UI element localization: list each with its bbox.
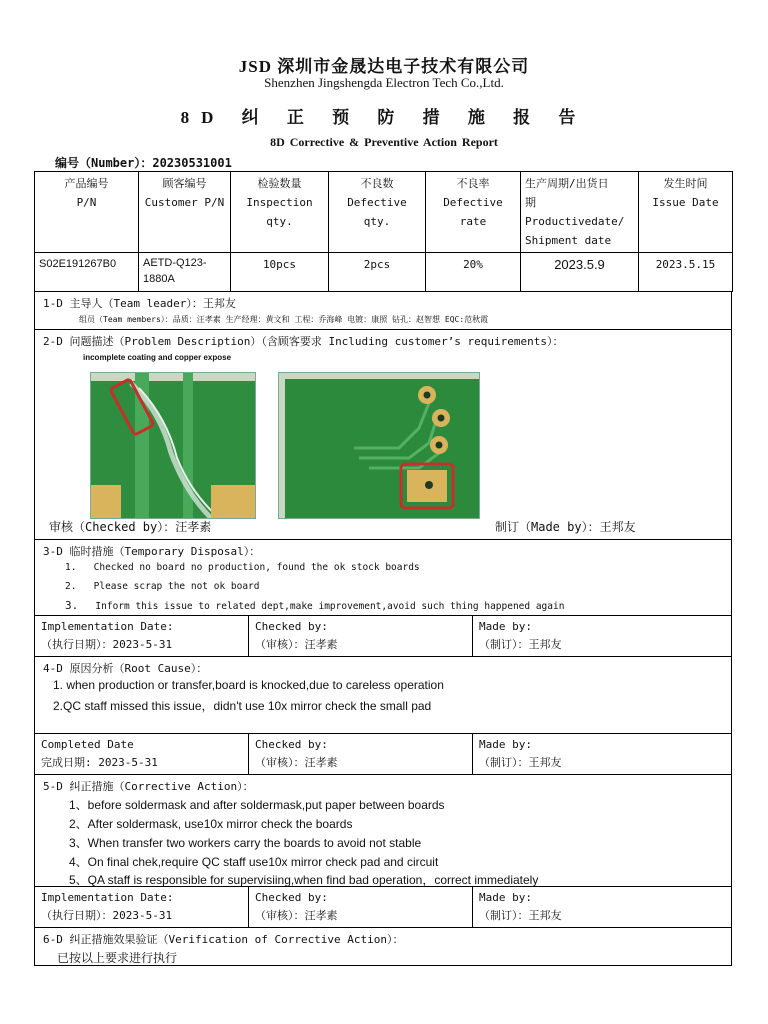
- temporary-item-3: 3. Inform this issue to related dept,make improvement,avoid such thing happened again: [65, 599, 565, 612]
- temporary-made-by: Made by: （制订）：王邦友: [479, 620, 562, 651]
- temporary-impl-date: Implementation Date: （执行日期）：2023-5-31: [35, 616, 249, 656]
- section-3d: [34, 540, 732, 616]
- corrective-action-5: 5、QA staff is responsible for supervisiing,when find bad operation，correct immediately: [69, 873, 539, 887]
- temporary-item-1: 1. Checked no board no production, found the ok stock boards: [65, 562, 420, 573]
- header-defective-qty: 不良数 Defective qty.: [329, 172, 426, 253]
- header-issue-date: 发生时间 Issue Date: [639, 172, 733, 253]
- root-cause-made-by: Made by: （制订）：王邦友: [479, 738, 562, 769]
- section-4d: [34, 657, 732, 734]
- root-cause-checked-by: Checked by: （审核）：汪孝素: [249, 734, 473, 774]
- verification-text: 已按以上要求进行执行: [57, 951, 178, 965]
- section-1d: [34, 292, 732, 330]
- root-cause-2: 2.QC staff missed this issue，didn't use 10x mirror check the small pad: [53, 699, 432, 713]
- value-shipment-date: 2023.5.9: [521, 253, 639, 292]
- corrective-action-3: 3、When transfer two workers carry the boards to avoid not stable: [69, 836, 422, 850]
- section-1d-title: 1-D 主导人（Team leader）：王邦友: [43, 297, 236, 310]
- product-info-table: [34, 171, 733, 292]
- header-pn: 产品编号 P/N: [35, 172, 139, 253]
- problem-caption: incomplete coating and copper expose: [83, 353, 232, 362]
- corrective-action-2: 2、After soldermask, use10x mirror check the boards: [69, 817, 353, 831]
- section-5d: [34, 775, 732, 887]
- section-6d-title: 6-D 纠正措施效果验证（Verification of Corrective Action）：: [43, 933, 404, 946]
- company-name-en: Shenzhen Jingshengda Electron Tech Co.,Ltd.: [264, 75, 504, 90]
- defect-photo-left-image: [91, 373, 255, 518]
- corrective-action-1: 1、before soldermask and after soldermask,put paper between boards: [69, 798, 445, 812]
- value-defective-qty: 2pcs: [329, 253, 426, 292]
- header-shipment-date: 生产周期/出货日 期 Productivedate/ Shipment date: [521, 172, 639, 253]
- temporary-checked-by: Checked by: （审核）：汪孝素: [249, 616, 473, 656]
- header-inspection-qty: 检验数量 Inspection qty.: [231, 172, 329, 253]
- problem-made-by: 制订（Made by）：王邦友: [495, 520, 636, 534]
- header-customer-pn: 顾客编号 Customer P/N: [139, 172, 231, 253]
- report-title-cn: 8D 纠 正 预 防 措 施 报 告: [180, 108, 588, 127]
- section-3d-signoff: [34, 616, 732, 657]
- defect-photo-right: [278, 372, 480, 519]
- team-members: 组员（Team members）：品质：汪孝素 生产经理：黄文和 工程：乔海峰 电镀：康照 钻孔：赵智想 EQC:范秋霞: [79, 315, 489, 324]
- corrective-made-by: Made by: （制订）：王邦友: [479, 891, 562, 922]
- root-cause-completed-date: Completed Date 完成日期: 2023-5-31: [35, 734, 249, 774]
- report-form: [34, 171, 732, 966]
- root-cause-1: 1. when production or transfer,board is knocked,due to careless operation: [53, 678, 444, 692]
- section-5d-signoff: [34, 887, 732, 928]
- section-3d-title: 3-D 临时措施（Temporary Disposal）：: [43, 545, 261, 558]
- corrective-action-4: 4、On final chek,require QC staff use10x mirror check pad and circuit: [69, 855, 439, 869]
- temporary-item-2: 2. Please scrap the not ok board: [65, 581, 260, 592]
- defect-photo-left: [90, 372, 256, 519]
- problem-checked-by: 审核（Checked by）：汪孝素: [49, 520, 212, 534]
- company-name-cn: JSD 深圳市金晟达电子技术有限公司: [238, 57, 530, 76]
- defect-photo-right-image: [279, 373, 479, 518]
- section-4d-title: 4-D 原因分析（Root Cause）：: [43, 662, 208, 675]
- value-pn: S02E191267B0: [35, 253, 139, 292]
- info-header-row: [35, 172, 733, 253]
- value-issue-date: 2023.5.15: [639, 253, 733, 292]
- section-5d-title: 5-D 纠正措施（Corrective Action）：: [43, 780, 254, 793]
- header-defective-rate: 不良率 Defective rate: [426, 172, 521, 253]
- value-defective-rate: 20%: [426, 253, 521, 292]
- info-value-row: [35, 253, 733, 292]
- value-customer-pn: AETD-Q123-1880A: [139, 253, 231, 292]
- section-2d: [34, 330, 732, 540]
- report-title-en: 8D Corrective & Preventive Action Report: [270, 135, 498, 149]
- section-2d-title: 2-D 问题描述（Problem Description）（含顾客要求 Including customer’s requirements）：: [43, 335, 564, 348]
- corrective-checked-by: Checked by: （审核）：汪孝素: [249, 887, 473, 927]
- section-4d-signoff: [34, 734, 732, 775]
- corrective-impl-date: Implementation Date: （执行日期）：2023-5-31: [35, 887, 249, 927]
- value-inspection-qty: 10pcs: [231, 253, 329, 292]
- section-6d: [34, 928, 732, 966]
- report-number: 编号（Number）：20230531001: [55, 156, 232, 170]
